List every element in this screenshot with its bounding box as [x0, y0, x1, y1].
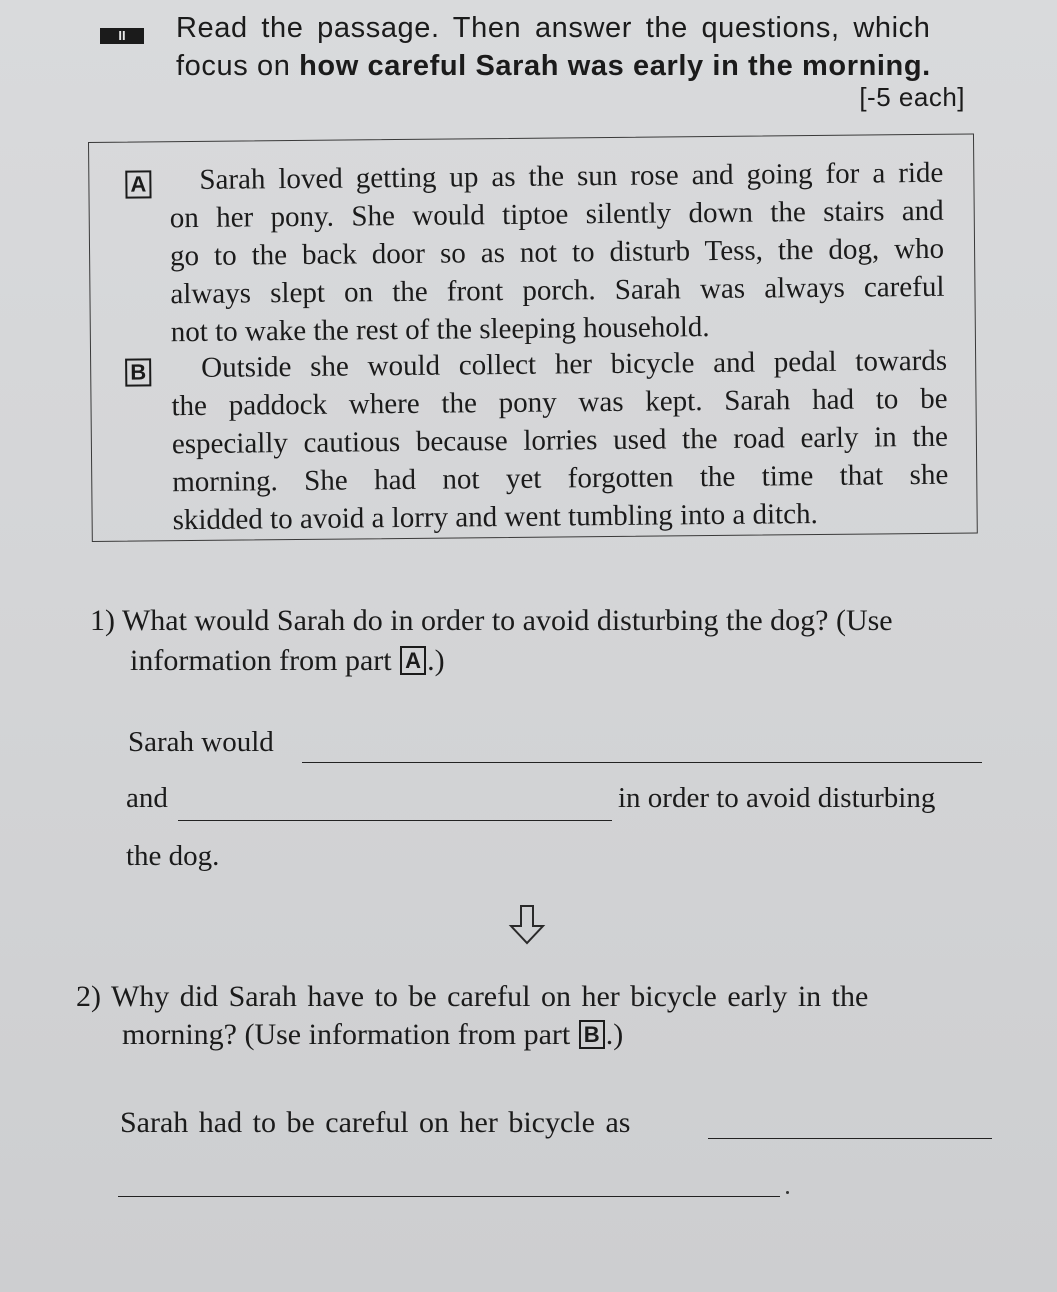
passage-line: Sarah loved getting up as the sun rose and going for a ride [199, 156, 944, 196]
down-arrow-icon [508, 904, 546, 946]
question-2-suffix: .) [605, 1018, 624, 1051]
passage-line: on her pony. She would tiptoe silently down the stairs and [169, 194, 944, 235]
passage-line: not to wake the rest of the sleeping household. [170, 311, 710, 349]
question-1-prefix: information from part [130, 644, 400, 677]
answer-2-blank-1[interactable] [708, 1138, 992, 1139]
question-2-part-box: B [579, 1020, 605, 1049]
question-1-part-box: A [400, 646, 426, 675]
answer-1-blank-1[interactable] [302, 762, 982, 763]
question-2-prefix: morning? (Use information from part [122, 1018, 578, 1051]
answer-1-prefix: Sarah would [128, 726, 274, 758]
answer-1-blank-2[interactable] [178, 820, 612, 821]
passage-line: Outside she would collect her bicycle and pedal towards [201, 344, 948, 384]
instruction-focus: how careful Sarah was early in the morning. [299, 50, 931, 82]
passage-line: go to the back door so as not to disturb Tess, the dog, who [169, 232, 945, 273]
answer-1-suffix: in order to avoid disturbing [618, 782, 936, 814]
answer-2-blank-2[interactable] [118, 1196, 780, 1197]
instruction-prefix: focus on [176, 50, 300, 82]
passage-line: morning. She had not yet forgotten the time that she [172, 458, 949, 499]
answer-1-end: the dog. [126, 840, 220, 872]
passage-line: the paddock where the pony was kept. Sarah had to be [171, 382, 948, 423]
part-b-label: B [125, 358, 151, 386]
question-2-text: 2) Why did Sarah have to be careful on her bicycle early in the [76, 980, 869, 1013]
answer-1-and: and [126, 782, 168, 814]
part-a-label: A [125, 170, 151, 198]
question-1-suffix: .) [427, 644, 445, 677]
passage-line: especially cautious because lorries used the road early in the [171, 420, 949, 461]
section-badge: II [100, 28, 144, 44]
answer-2-prefix: Sarah had to be careful on her bicycle as [120, 1106, 631, 1139]
question-2-text-line-2 [122, 1018, 623, 1052]
points-label: [-5 each] [859, 82, 965, 112]
answer-2-period [786, 1191, 789, 1194]
instruction-line-2 [176, 50, 931, 83]
instruction-line-1: Read the passage. Then answer the questions, which [176, 12, 931, 44]
passage-line: skidded to avoid a lorry and went tumbling into a ditch. [172, 498, 818, 537]
question-1-text-line-2 [130, 644, 445, 678]
passage-line: always slept on the front porch. Sarah was always careful [170, 270, 945, 311]
passage-box [88, 133, 978, 541]
question-1-text: 1) What would Sarah do in order to avoid disturbing the dog? (Use [90, 604, 893, 637]
